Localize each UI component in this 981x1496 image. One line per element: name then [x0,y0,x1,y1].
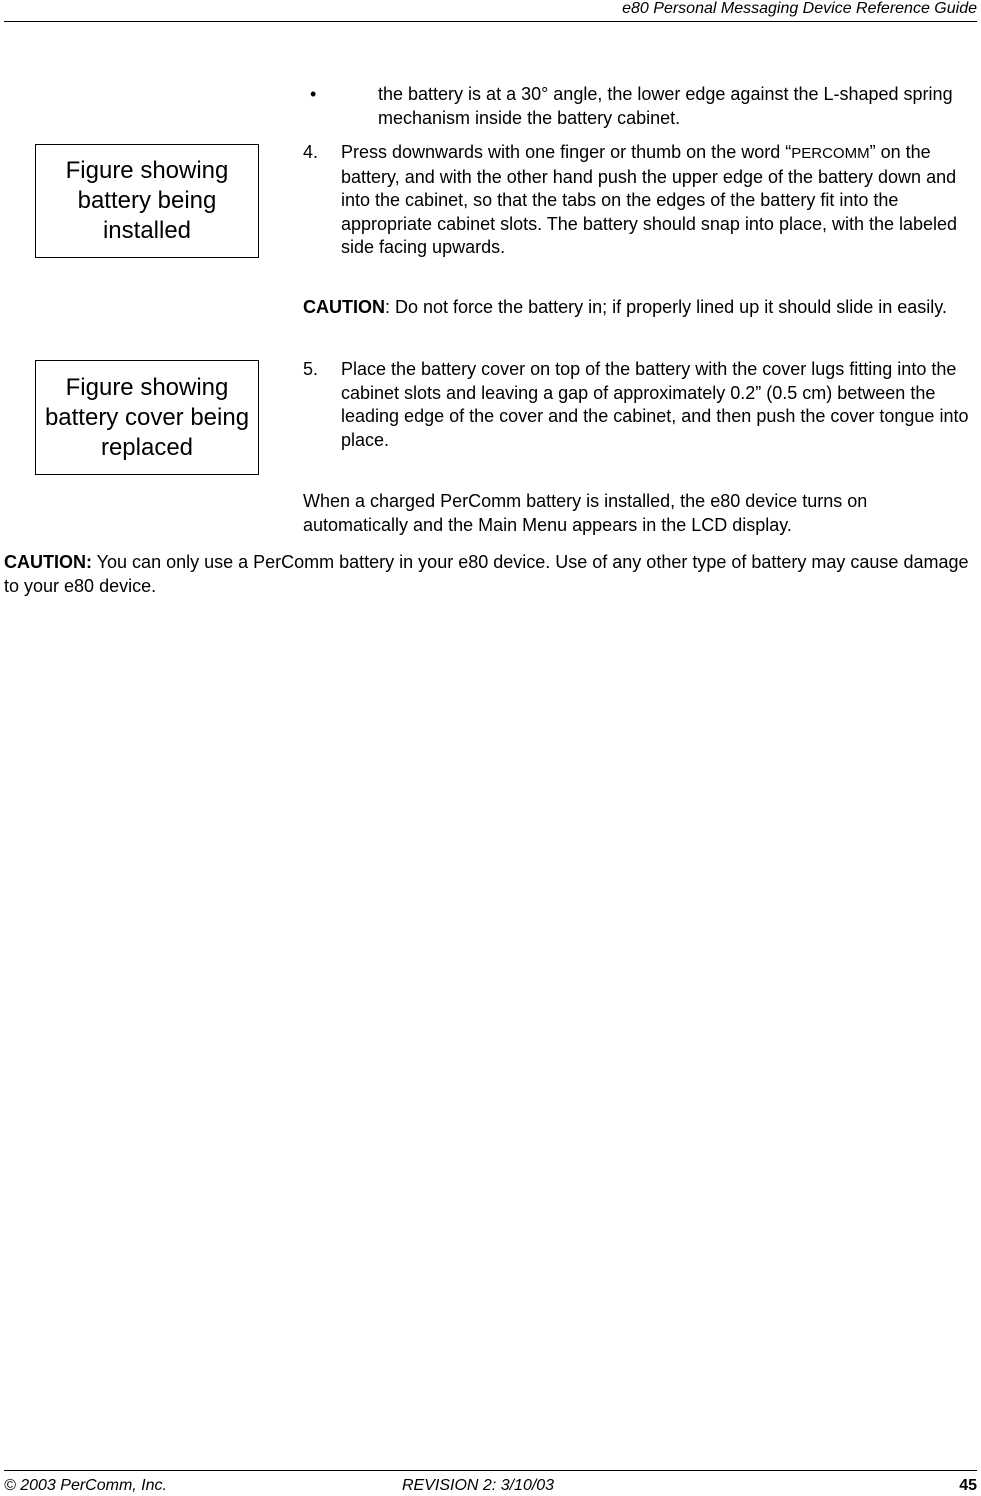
caution-text: : Do not force the battery in; if properly lined up it should slide in easily. [385,297,947,317]
page-number: 45 [959,1477,977,1494]
bullet-item-battery-angle: the battery is at a 30° angle, the lower edge against the L-shaped spring mechanism inside the battery cabinet. [378,84,953,128]
step-4-text-before: Press downwards with one finger or thumb on the word “ [341,142,792,162]
caution-text: You can only use a PerComm battery in your e80 device. Use of any other type of battery may cause damage to your e80 device. [4,552,969,596]
header-rule [4,21,977,22]
step-4-text [341,141,971,260]
step-5-text: Place the battery cover on top of the battery with the cover lugs fitting into the cabinet slots and leaving a gap of approximately 0.2” (0.5 cm) between the leading edge of the cover and the cabinet, and then push the cover tongue into place. [341,359,969,450]
step-4-text-after: ” on the battery, and with the other hand push the upper edge of the battery down and into the cabinet, so that the tabs on the edges of the battery fit into the appropriate cabinet slots. The battery should snap into place, with the labeled side facing upwards. [341,142,958,257]
bullet-glyph: • [310,84,317,104]
footer-copyright: © 2003 PerComm, Inc. [4,1477,167,1494]
step-number-5: 5. [303,359,319,379]
figure-placeholder-battery-installed: Figure showing battery being installed [35,144,259,258]
figure-placeholder-battery-cover-replaced: Figure showing battery cover being replaced [35,360,259,475]
caution-label: CAUTION [303,297,385,317]
running-header-title: e80 Personal Messaging Device Reference Guide [622,0,977,17]
step-number-4: 4. [303,142,319,162]
percomm-brand-word: PERCOMM [791,145,870,162]
footer-revision: REVISION 2: 3/10/03 [402,1477,555,1494]
footer-rule [4,1470,977,1471]
caution-label: CAUTION: [4,552,92,572]
caution-percomm-battery-only [4,551,971,598]
battery-installed-paragraph: When a charged PerComm battery is installed, the e80 device turns on automatically and the Main Menu appears in the LCD display. [303,491,868,535]
caution-force-battery [303,296,971,320]
